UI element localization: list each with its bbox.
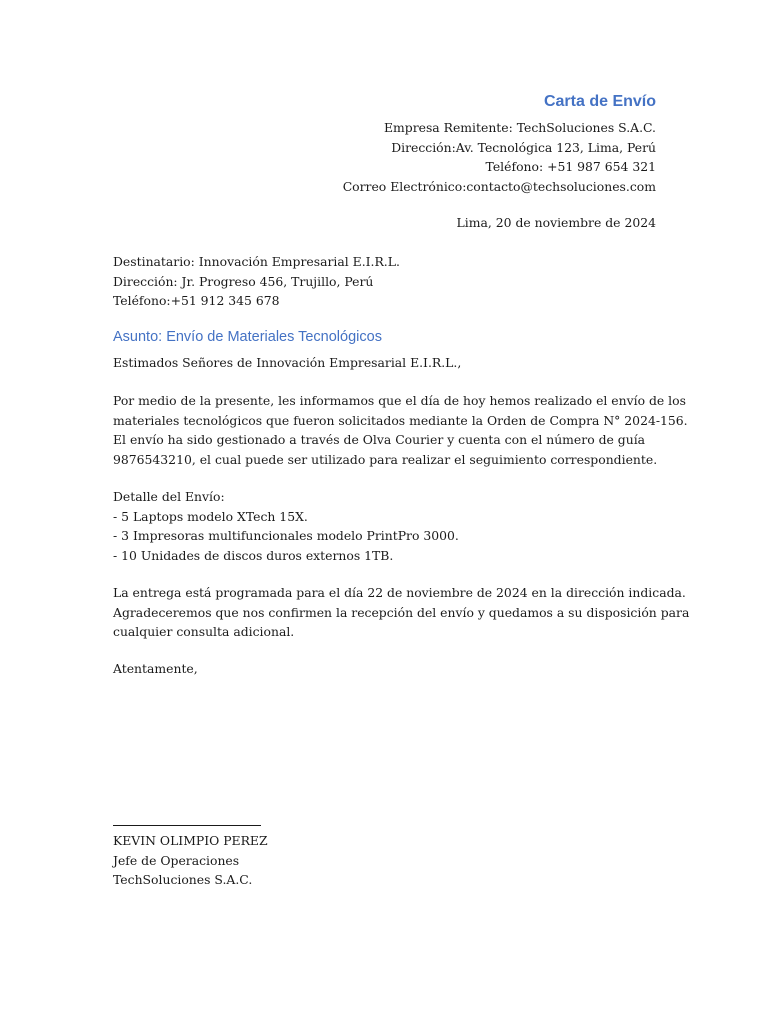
signature-block: [113, 831, 268, 890]
paragraph-line: El envío ha sido gestionado a través de Olva Courier y cuenta con el número de guía: [113, 432, 646, 447]
recipient-address: Dirección: Jr. Progreso 456, Trujillo, Perú: [113, 273, 374, 289]
shipment-details: [113, 487, 459, 565]
body-paragraph-2: [113, 583, 689, 642]
recipient-block: [113, 252, 400, 311]
signature-name: KEVIN OLIMPIO PEREZ: [113, 833, 268, 848]
recipient-phone: Teléfono:+51 912 345 678: [113, 293, 280, 308]
closing: Atentamente,: [113, 661, 198, 676]
letter-page: [113, 0, 690, 1024]
paragraph-line: La entrega está programada para el día 22 de noviembre de 2024 en la dirección indicada.: [113, 585, 686, 600]
paragraph-line: materiales tecnológicos que fueron solicitados mediante la Orden de Compra N° 2024-156.: [113, 412, 688, 428]
body-paragraph-1: [113, 391, 688, 469]
details-heading: Detalle del Envío:: [113, 489, 225, 504]
sender-block: [343, 118, 656, 196]
greeting: Estimados Señores de Innovación Empresarial E.I.R.L.,: [113, 355, 462, 370]
letter-date: Lima, 20 de noviembre de 2024: [456, 215, 656, 230]
recipient-name: Destinatario: Innovación Empresarial E.I.R.L.: [113, 254, 400, 269]
paragraph-line: Por medio de la presente, les informamos que el día de hoy hemos realizado el envío de los: [113, 393, 686, 408]
paragraph-line: Agradeceremos que nos confirmen la recepción del envío y quedamos a su disposición para: [113, 604, 690, 620]
sender-phone: Teléfono: +51 987 654 321: [485, 159, 656, 174]
paragraph-line: 9876543210, el cual puede ser utilizado para realizar el seguimiento correspondiente.: [113, 451, 658, 467]
signature-position: Jefe de Operaciones: [113, 852, 240, 868]
sender-email: Correo Electrónico:contacto@techsoluciones.com: [342, 178, 656, 194]
details-item: - 5 Laptops modelo XTech 15X.: [113, 508, 308, 524]
details-item: - 3 Impresoras multifuncionales modelo PrintPro 3000.: [113, 528, 459, 543]
signature-company: TechSoluciones S.A.C.: [113, 872, 253, 887]
details-item: - 10 Unidades de discos duros externos 1TB.: [113, 547, 394, 563]
sender-address: Dirección:Av. Tecnológica 123, Lima, Perú: [391, 139, 656, 155]
document-title: Carta de Envío: [543, 93, 656, 110]
subject-heading: Asunto: Envío de Materiales Tecnológicos: [113, 329, 382, 345]
paragraph-line: cualquier consulta adicional.: [113, 624, 295, 639]
sender-company: Empresa Remitente: TechSoluciones S.A.C.: [383, 120, 656, 135]
signature-line: [113, 825, 261, 826]
